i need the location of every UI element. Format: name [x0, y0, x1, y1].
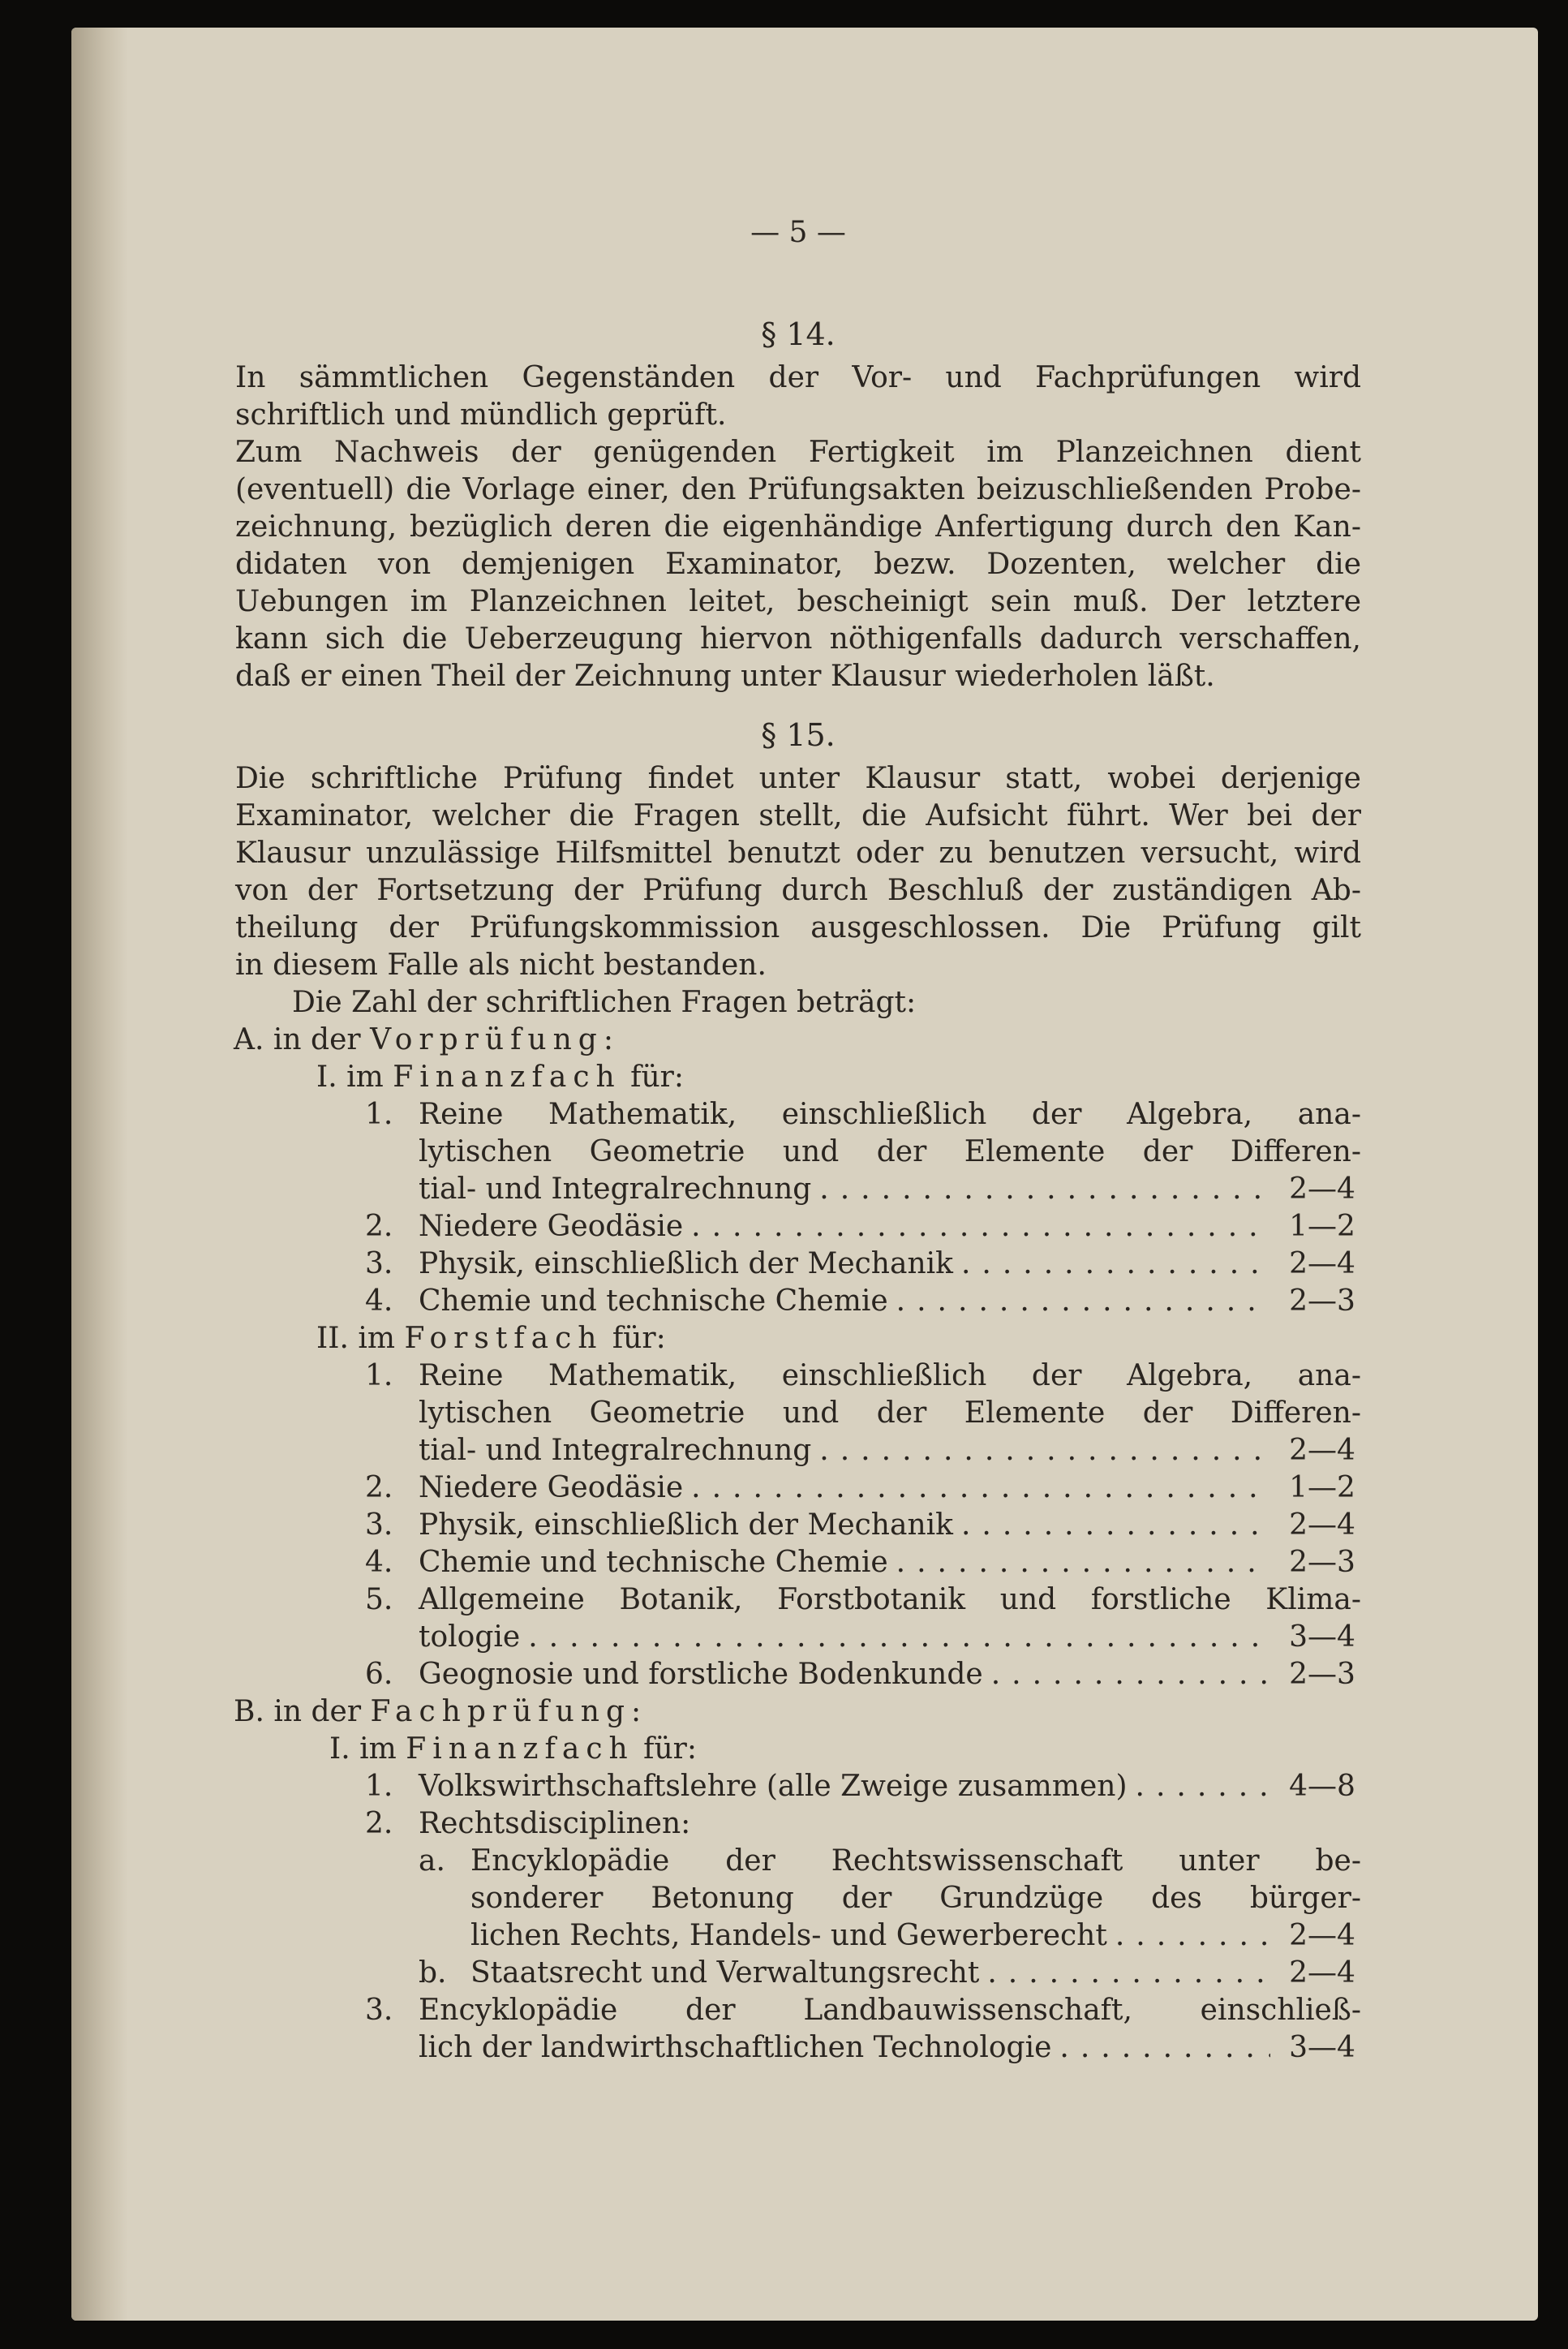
s14-line: Zum Nachweis der genügenden Fertigkeit im Planzeichnen dient	[235, 436, 1361, 469]
s15-line: Klausur unzulässige Hilfsmittel benutzt oder zu benutzen versucht, wird	[235, 837, 1361, 870]
section-15-heading: § 15.	[761, 717, 836, 753]
section-a-heading: A. in der Vorprüfung:	[234, 1023, 613, 1056]
s14-line: In sämmtlichen Gegenständen der Vor- und Fachprüfungen wird	[235, 361, 1361, 394]
subitem-text: lichen Rechts, Handels- und Gewerberecht .....	[470, 1918, 1270, 1954]
item-text: lytischen Geometrie und der Elemente der Differen-	[419, 1396, 1361, 1430]
item-number: 5.	[365, 1583, 393, 1616]
item-number: 2.	[365, 1210, 393, 1243]
question-count: 1—2	[1289, 1210, 1355, 1243]
item-text: Physik, einschließlich der Mechanik .....	[419, 1508, 1270, 1543]
item-text: tial- und Integralrechnung .....	[419, 1433, 1270, 1469]
page-gutter	[71, 28, 128, 2321]
item-number: 6.	[365, 1658, 393, 1691]
question-count: 1—2	[1289, 1471, 1355, 1504]
item-text: Physik, einschließlich der Mechanik .....	[419, 1246, 1270, 1282]
question-count: 2—4	[1289, 1956, 1355, 1990]
item-text: Chemie und technische Chemie .....	[419, 1545, 1270, 1581]
s15-line: in diesem Falle als nicht bestanden.	[235, 949, 767, 982]
item-number: 1.	[365, 1770, 393, 1803]
s14-line: Uebungen im Planzeichnen leitet, bescheinigt sein muß. Der letztere	[235, 585, 1361, 618]
subitem-letter: b.	[419, 1956, 447, 1990]
subitem-text: Encyklopädie der Rechtswissenschaft unter be-	[470, 1844, 1361, 1878]
item-number: 1.	[365, 1359, 393, 1392]
subitem-text: sonderer Betonung der Grundzüge des bürger-	[470, 1882, 1361, 1915]
s15-line: Die Zahl der schriftlichen Fragen beträgt:	[292, 986, 917, 1019]
item-number: 3.	[365, 1994, 393, 2027]
item-number: 4.	[365, 1546, 393, 1579]
question-count: 2—4	[1289, 1434, 1355, 1467]
s15-line: Die schriftliche Prüfung findet unter Klausur statt, wobei derjenige	[235, 762, 1361, 795]
question-count: 4—8	[1289, 1770, 1355, 1803]
item-number: 2.	[365, 1807, 393, 1840]
question-count: 3—4	[1289, 1620, 1355, 1654]
question-count: 2—4	[1289, 1172, 1355, 1206]
item-text: Niedere Geodäsie .....	[419, 1470, 1270, 1506]
item-text: Niedere Geodäsie .....	[419, 1209, 1270, 1245]
item-text: Allgemeine Botanik, Forstbotanik und forstliche Klima-	[419, 1583, 1361, 1616]
question-count: 2—4	[1289, 1247, 1355, 1280]
question-count: 2—3	[1289, 1658, 1355, 1691]
item-text: lich der landwirthschaftlichen Technologie .....	[419, 2030, 1270, 2066]
item-number: 2.	[365, 1471, 393, 1504]
question-count: 3—4	[1289, 2031, 1355, 2064]
s15-line: theilung der Prüfungskommission ausgeschlossen. Die Prüfung gilt	[235, 911, 1361, 944]
item-number: 4.	[365, 1284, 393, 1318]
item-text: tial- und Integralrechnung .....	[419, 1172, 1270, 1207]
s14-line: kann sich die Ueberzeugung hiervon nöthigenfalls dadurch verschaffen,	[235, 622, 1361, 656]
section-a-ii-heading: II. im Forstfach für:	[316, 1322, 666, 1355]
subitem-letter: a.	[419, 1844, 445, 1878]
item-number: 3.	[365, 1508, 393, 1542]
question-count: 2—3	[1289, 1284, 1355, 1318]
question-count: 2—4	[1289, 1508, 1355, 1542]
section-b-heading: B. in der Fachprüfung:	[234, 1695, 642, 1728]
document-page	[71, 28, 1538, 2321]
section-14-heading: § 14.	[761, 316, 836, 352]
s14-line: (eventuell) die Vorlage einer, den Prüfungsakten beizuschließenden Probe-	[235, 473, 1361, 506]
question-count: 2—3	[1289, 1546, 1355, 1579]
subitem-text: Staatsrecht und Verwaltungsrecht .....	[470, 1955, 1270, 1991]
item-text: Chemie und technische Chemie .....	[419, 1284, 1270, 1319]
item-text: tologie .....	[419, 1620, 1270, 1655]
item-text: lytischen Geometrie und der Elemente der Differen-	[419, 1135, 1361, 1168]
section-a-i-heading: I. im Finanzfach für:	[316, 1060, 684, 1094]
item-number: 1.	[365, 1098, 393, 1131]
item-text: Reine Mathematik, einschließlich der Algebra, ana-	[419, 1359, 1361, 1392]
item-number: 3.	[365, 1247, 393, 1280]
item-text: Encyklopädie der Landbauwissenschaft, einschließ-	[419, 1994, 1361, 2027]
s14-line: schriftlich und mündlich geprüft.	[235, 398, 727, 432]
page-number: — 5 —	[750, 216, 846, 249]
item-text: Rechtsdisciplinen:	[419, 1807, 691, 1840]
item-text: Geognosie und forstliche Bodenkunde .....	[419, 1657, 1270, 1693]
s14-line: daß er einen Theil der Zeichnung unter Klausur wiederholen läßt.	[235, 660, 1215, 693]
s15-line: von der Fortsetzung der Prüfung durch Beschluß der zuständigen Ab-	[235, 874, 1361, 907]
item-text: Reine Mathematik, einschließlich der Algebra, ana-	[419, 1098, 1361, 1131]
s15-line: Examinator, welcher die Fragen stellt, die Aufsicht führt. Wer bei der	[235, 799, 1361, 832]
item-text: Volkswirthschaftslehre (alle Zweige zusammen) .....	[419, 1769, 1270, 1805]
question-count: 2—4	[1289, 1919, 1355, 1952]
section-b-i-heading: I. im Finanzfach für:	[329, 1732, 697, 1766]
s14-line: didaten von demjenigen Examinator, bezw. Dozenten, welcher die	[235, 548, 1361, 581]
s14-line: zeichnung, bezüglich deren die eigenhändige Anfertigung durch den Kan-	[235, 510, 1361, 544]
